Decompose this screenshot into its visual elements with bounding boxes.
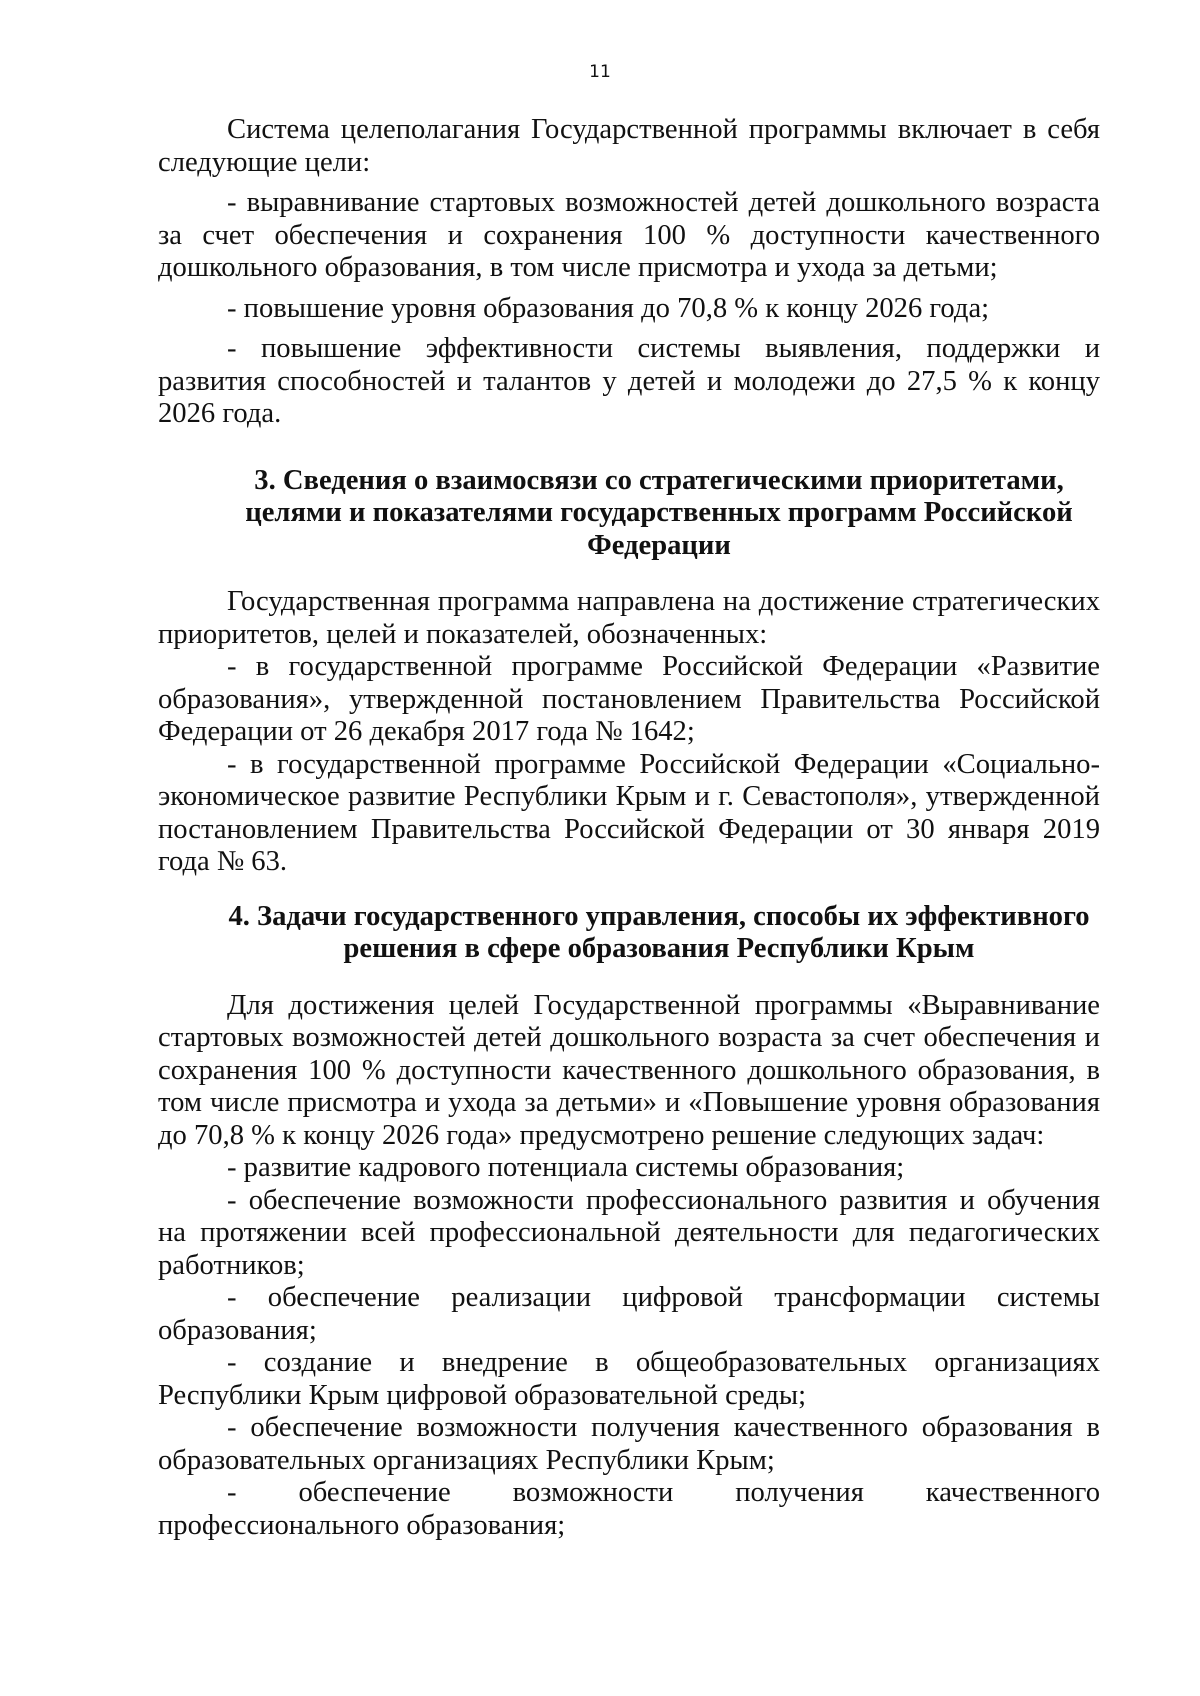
task-item-6: - обеспечение возможности получения качественного профессионального образования; (158, 1477, 1100, 1541)
page-number: 11 (589, 62, 611, 82)
task-item-3: - обеспечение реализации цифровой трансформации системы образования; (158, 1282, 1100, 1346)
task-item-4: - создание и внедрение в общеобразовательных организациях Республики Крым цифровой образовательной среды; (158, 1347, 1100, 1411)
goal-item-2: - повышение уровня образования до 70,8 % к концу 2026 года; (227, 292, 990, 324)
goal-item-1: - выравнивание стартовых возможностей детей дошкольного возраста за счет обеспечения и сохранения 100 % доступности качественного дошкольного образования, в том числе присмотра и ухода за детьми; (158, 187, 1100, 283)
section-3-heading: 3. Сведения о взаимосвязи со стратегическими приоритетами, целями и показателями государственных программ Российской Федерации (245, 464, 1073, 561)
intro-paragraph: Система целеполагания Государственной программы включает в себя следующие цели: (158, 114, 1100, 178)
section-3-item-2: - в государственной программе Российской Федерации «Социально-экономическое развитие Республики Крым и г. Севастополя», утвержденной постановлением Правительства Российской Федерации от 30 января 2019 года № 63. (158, 748, 1100, 877)
goal-item-3: - повышение эффективности системы выявления, поддержки и развития способностей и талантов у детей и молодежи до 27,5 % к концу 2026 года. (158, 333, 1100, 429)
task-item-5: - обеспечение возможности получения качественного образования в образовательных организациях Республики Крым; (158, 1412, 1100, 1476)
section-4-paragraph: Для достижения целей Государственной программы «Выравнивание стартовых возможностей детей дошкольного возраста за счет обеспечения и сохранения 100 % доступности качественного дошкольного образования, в том числе присмотра и ухода за детьми» и «Повышение уровня образования до 70,8 % к концу 2026 года» предусмотрено решение следующих задач: (158, 989, 1100, 1151)
section-3-item-1: - в государственной программе Российской Федерации «Развитие образования», утвержденной постановлением Правительства Российской Федерации от 26 декабря 2017 года № 1642; (158, 651, 1100, 747)
section-3-paragraph: Государственная программа направлена на достижение стратегических приоритетов, целей и показателей, обозначенных: (158, 586, 1100, 650)
task-item-1: - развитие кадрового потенциала системы образования; (227, 1152, 905, 1183)
task-item-2: - обеспечение возможности профессионального развития и обучения на протяжении всей профессиональной деятельности для педагогических работников; (158, 1184, 1100, 1281)
section-4-heading: 4. Задачи государственного управления, способы их эффективного решения в сфере образования Республики Крым (228, 900, 1090, 964)
document-body (158, 114, 1100, 1542)
